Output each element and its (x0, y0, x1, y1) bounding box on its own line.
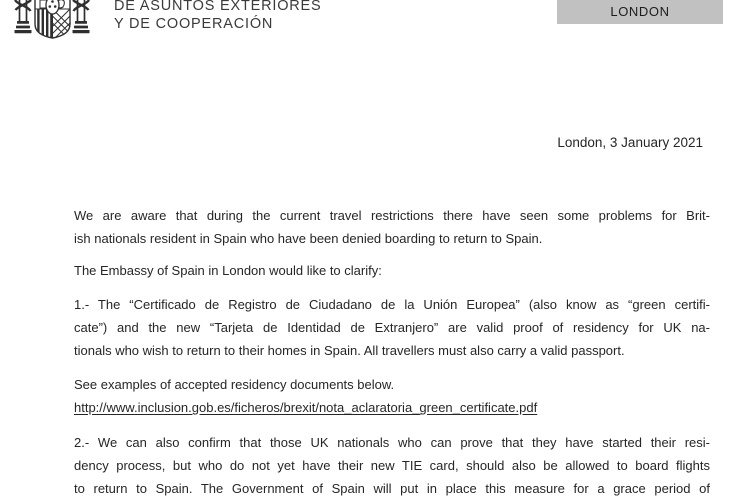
paragraph-line: to return to Spain. The Government of Spain will put in place this measure for a grace period of (74, 481, 710, 496)
paragraph-point-1 (74, 293, 710, 362)
paragraph-line: 1.- The “Certificado de Registro de Ciudadano de la Unión Europea” (also know as “green certifi- (74, 297, 710, 312)
paragraph-line: We are aware that during the current travel restrictions there have seen some problems for Brit- (74, 208, 710, 223)
link-line (74, 396, 710, 419)
paragraph-line: ish nationals resident in Spain who have been denied boarding to return to Spain. (74, 231, 543, 246)
paragraph-line: 2.- We can also confirm that those UK nationals who can prove that they have started their resi- (74, 435, 710, 450)
ministry-name-line1: DE ASUNTOS EXTERIORES (114, 0, 322, 14)
residency-examples-link[interactable]: http://www.inclusion.gob.es/ficheros/brexit/nota_aclaratoria_green_certificate.pdf (74, 400, 538, 415)
spain-coat-of-arms-icon (14, 0, 90, 40)
paragraph-examples (74, 373, 710, 419)
ministry-name (114, 0, 322, 33)
paragraph-line: cate”) and the new “Tarjeta de Identidad de Extranjero” are valid proof of residency for UK na- (74, 320, 710, 335)
paragraph-line: tionals who wish to return to their homes in Spain. All travellers must also carry a valid passport. (74, 343, 625, 358)
embassy-office-badge (557, 0, 723, 24)
paragraph-point-2 (74, 431, 710, 500)
date-line: London, 3 January 2021 (557, 135, 703, 150)
ministry-name-line2: Y DE COOPERACIÓN (114, 16, 274, 32)
paragraph-line: The Embassy of Spain in London would like to clarify: (74, 263, 382, 278)
paragraph-line: See examples of accepted residency documents below. (74, 377, 395, 392)
paragraph-line: dency process, but who do not yet have their new TIE card, should also be allowed to board flights (74, 458, 710, 473)
paragraph-clarify (74, 259, 710, 282)
embassy-office-label: LONDON (610, 3, 670, 19)
paragraph-intro (74, 204, 710, 250)
